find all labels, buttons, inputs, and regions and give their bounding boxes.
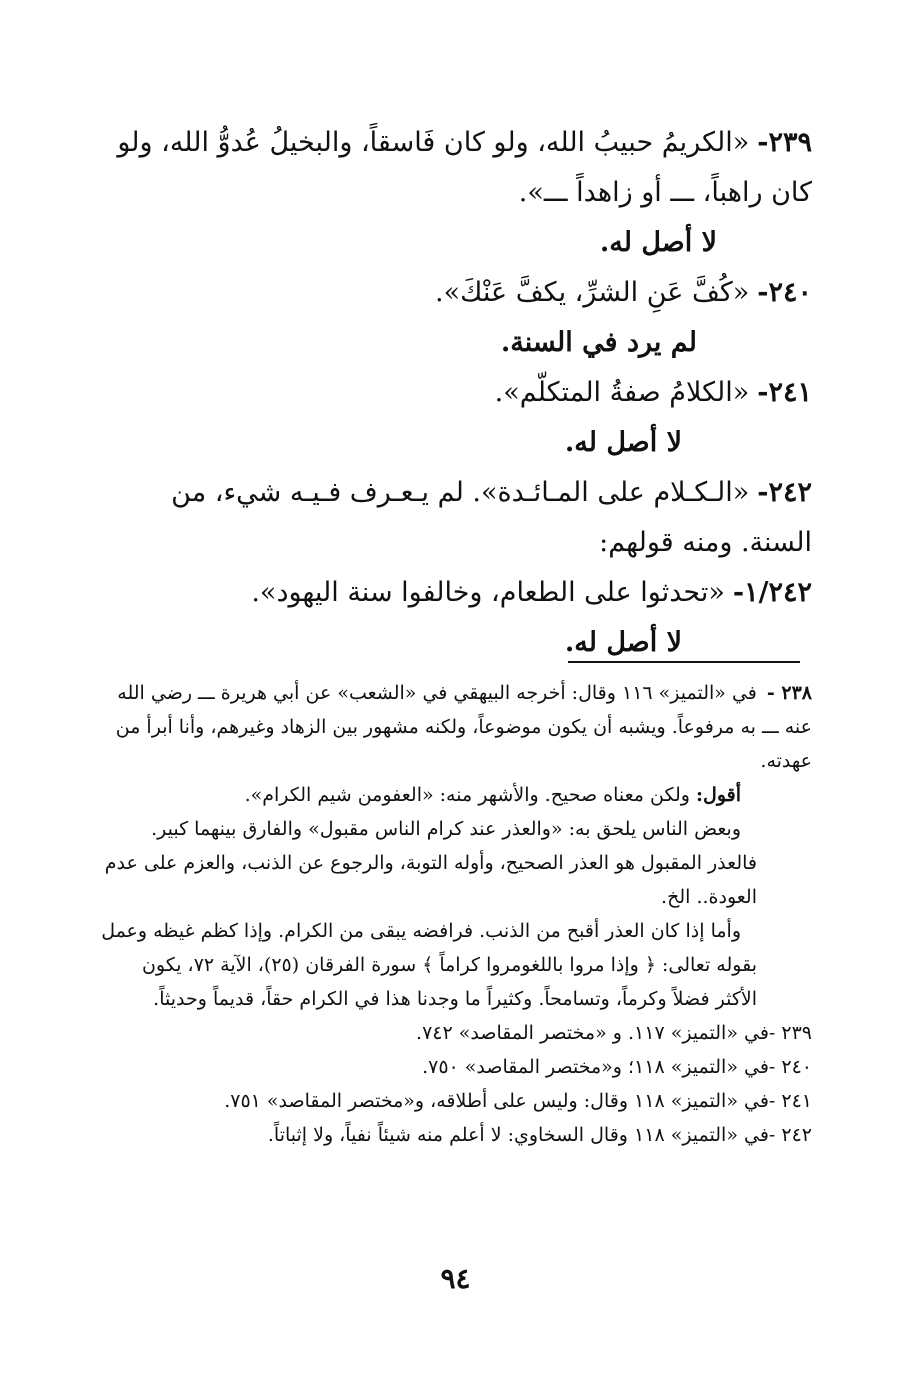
entry-text: «الكلامُ صفةُ المتكلّم». — [494, 377, 750, 408]
entry-239 — [100, 118, 812, 218]
footnote-aqul — [100, 778, 812, 812]
footnote-238 — [100, 676, 812, 778]
entry-number: ٢٤٢- — [757, 477, 812, 508]
entry-number: ٢٤١- — [757, 377, 812, 408]
aqul-text: ولكن معناه صحيح. والأشهر منه: «العفومن شيم الكرام». — [244, 784, 690, 806]
footnote-text: في «التميز» ١١٦ وقال: أخرجه البيهقي في «الشعب» عن أبي هريرة ـــ رضي الله عنه ـــ به مرفوعاً. ويشبه أن يكون موضوعاً، ولكنه مشهور بين الزهاد وغيرهم، وأنا أبرأ من عهدته. — [115, 682, 812, 772]
entry-242-1 — [100, 568, 812, 618]
aqul-label: أقول: — [696, 784, 741, 806]
entry-number: ٢٤٠- — [757, 277, 812, 308]
page-number: ٩٤ — [440, 1262, 471, 1295]
entry-ruling: لم يرد في السنة. — [500, 327, 697, 358]
footnote-number: ٢٣٨ - — [766, 682, 812, 704]
entry-241 — [100, 368, 812, 418]
footnote-paragraph: وأما إذا كان العذر أقبح من الذنب. فرافضه يبقى من الكرام. وإذا كظم غيظه وعمل بقوله تعالى: ﴿ وإذا مروا باللغومروا كراماً ﴾ سورة الفرقان (٢٥)، الآية ٧٢، يكون الأكثر فضلاً وكرماً، وتسامحاً. وكثيراً ما وجدنا هذا في الكرام حقاً، قديماً وحديثاً. — [101, 920, 757, 1010]
footnote-239 — [100, 1016, 812, 1050]
entry-number: ١/٢٤٢- — [732, 577, 812, 608]
entry-text: «كُفَّ عَنِ الشرِّ، يكفَّ عَنْكَ». — [435, 277, 750, 308]
entry-text: «الـكـلام على المـائـدة». لم يـعـرف فـيـه شيء، من السنة. ومنه قولهم: — [171, 477, 812, 558]
entry-ruling: لا أصل له. — [564, 427, 682, 458]
footnote-text: في «التميز» ١١٨ وقال: وليس على أطلاقه، و«مختصر المقاصد» ٧٥١. — [224, 1090, 769, 1112]
footnote-separator — [568, 661, 800, 663]
entry-ruling: لا أصل له. — [599, 227, 717, 258]
footnote-number: ٢٤٢ - — [768, 1124, 812, 1146]
footnotes — [100, 676, 812, 1152]
entry-text: «تحدثوا على الطعام، وخالفوا سنة اليهود». — [251, 577, 725, 608]
footnote-242 — [100, 1118, 812, 1152]
main-text — [100, 118, 812, 668]
entry-242 — [100, 468, 812, 568]
entry-text: «الكريمُ حبيبُ الله، ولو كان فَاسقاً، والبخيلُ عُدوُّ الله، ولو كان راهباً، ـــ أو زاهداً ـــ». — [117, 127, 812, 208]
footnote-paragraph: وبعض الناس يلحق به: «والعذر عند كرام الناس مقبول» والفارق بينهما كبير. فالعذر المقبول هو العذر الصحيح، وأوله التوبة، والرجوع عن الذنب، والعزم على عدم العودة.. الخ. — [104, 818, 757, 908]
entry-number: ٢٣٩- — [757, 127, 812, 158]
footnote-number: ٢٤١ - — [768, 1090, 812, 1112]
entry-240 — [100, 268, 812, 318]
footnote-241 — [100, 1084, 812, 1118]
footnote-text: في «التميز» ١١٨؛ و«مختصر المقاصد» ٧٥٠. — [422, 1056, 769, 1078]
entry-ruling: لا أصل له. — [564, 627, 682, 658]
footnote-240 — [100, 1050, 812, 1084]
footnote-text: في «التميز» ١١٧. و «مختصر المقاصد» ٧٤٢. — [416, 1022, 769, 1044]
footnote-number: ٢٤٠ - — [768, 1056, 812, 1078]
footnote-text: في «التميز» ١١٨ وقال السخاوي: لا أعلم منه شيئاً نفياً، ولا إثباتاً. — [267, 1124, 769, 1146]
footnote-number: ٢٣٩ - — [768, 1022, 812, 1044]
